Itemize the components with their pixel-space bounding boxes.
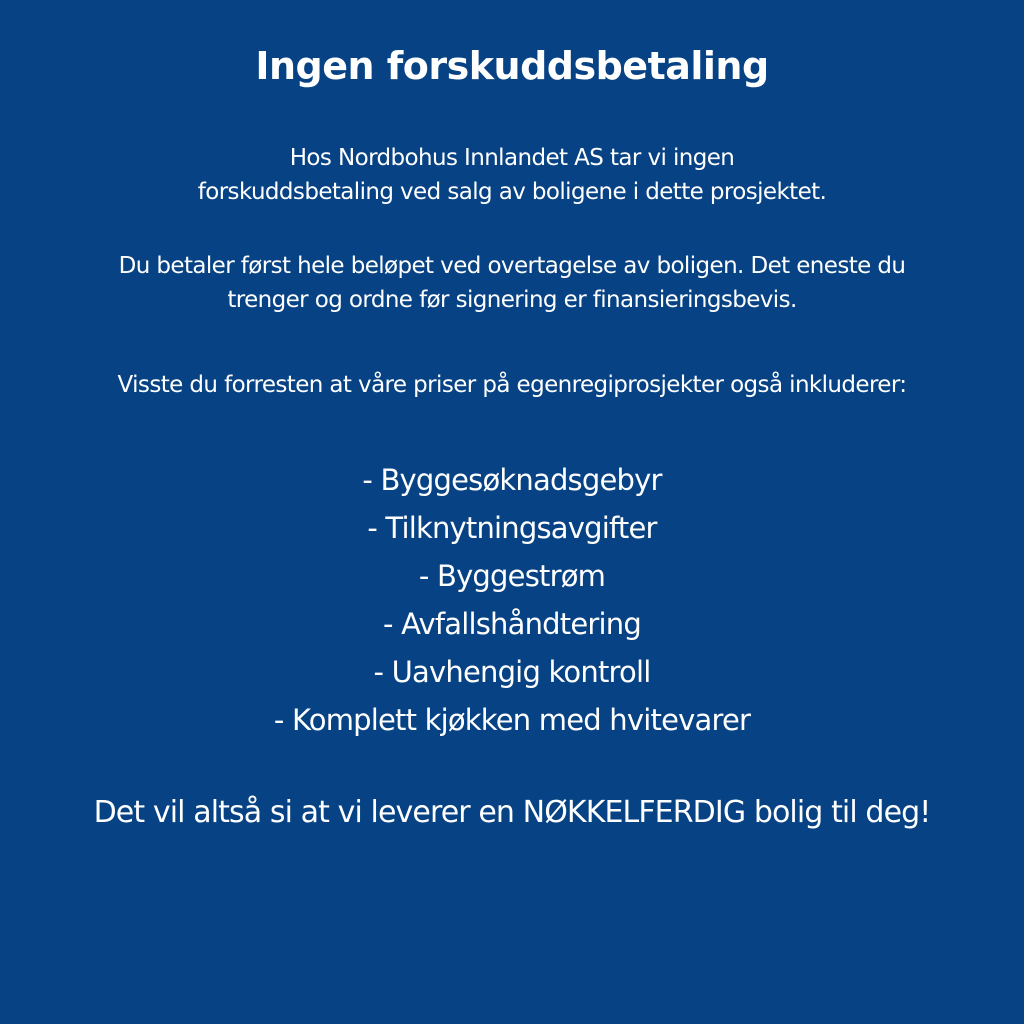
list-item: - Tilknytningsavgifter	[367, 511, 657, 545]
list-item: - Byggestrøm	[418, 559, 606, 593]
list-item: - Uavhengig kontroll	[373, 655, 651, 689]
intro-line-1: Hos Nordbohus Innlandet AS tar vi ingen	[289, 145, 735, 171]
prices-intro	[0, 368, 1024, 402]
intro-paragraph	[0, 141, 1024, 209]
list-item: - Komplett kjøkken med hvitevarer	[273, 703, 751, 737]
page-title: Ingen forskuddsbetaling	[255, 44, 769, 88]
intro-line-2: forskuddsbetaling ved salg av boligene i dette prosjektet.	[197, 179, 827, 205]
payment-line-1: Du betaler først hele beløpet ved overtagelse av boligen. Det eneste du	[118, 253, 906, 279]
prices-intro-line: Visste du forresten at våre priser på egenregiprosjekter også inkluderer:	[117, 372, 907, 398]
payment-line-2: trenger og ordne før signering er finansieringsbevis.	[227, 287, 797, 313]
list-item: - Byggesøknadsgebyr	[362, 463, 662, 497]
closing-statement: Det vil altså si at vi leverer en NØKKELFERDIG bolig til deg!	[93, 795, 931, 830]
payment-paragraph	[0, 249, 1024, 317]
list-item: - Avfallshåndtering	[383, 607, 641, 641]
included-items-list	[0, 456, 1024, 744]
